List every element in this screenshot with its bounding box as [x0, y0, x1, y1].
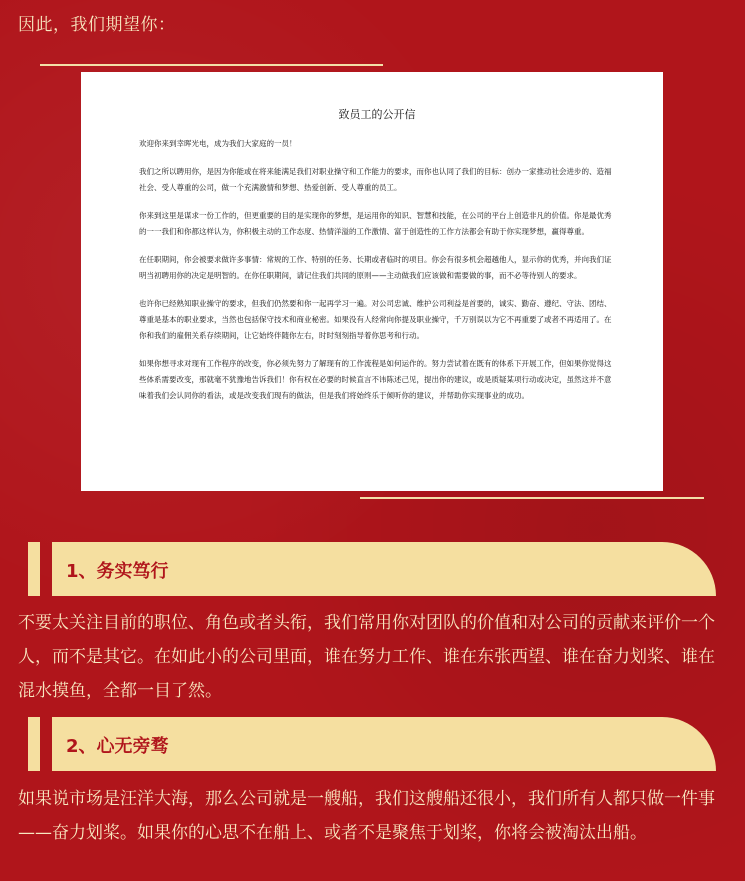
letter-paragraph: 你来到这里是谋求一份工作的，但更重要的目的是实现你的梦想，是运用你的知识、智慧和技能，在公司的平台上创造非凡的价值。你是最优秀的一一我们和你都这样认为，你积极主动的工作态度、热情洋溢的工作激情、富于创造性的工作方法都会有助于你实现梦想，赢得尊重。 [139, 211, 612, 236]
letter-paragraph: 也许你已经熟知职业操守的要求，但我们仍然要和你一起再学习一遍。对公司忠诚、维护公司利益是首要的，诚实、勤奋、遵纪、守法、团结、尊重是基本的职业要求，当然也包括保守技术和商业秘密。如果没有人经常向你提及职业操守，千万别误以为它不再重要了或者不再适用了。在你和我们的雇佣关系存续期间，让它始终伴随你左右，时时刻刻指导着你思考和行动。 [139, 299, 612, 340]
open-letter-image [81, 72, 663, 491]
letter-paragraph: 我们之所以聘用你，是因为你能或在将来能满足我们对职业操守和工作能力的要求，而你也认同了我们的目标：创办一家推动社会进步的、造福社会、受人尊重的公司，做一个充满激情和梦想、热爱创新、受人尊重的员工。 [139, 167, 612, 192]
heading-accent-bar [28, 717, 40, 771]
section-heading-2 [28, 717, 716, 771]
letter-title: 致员工的公开信 [338, 108, 416, 121]
section-heading-1 [28, 542, 716, 596]
letter-paragraph: 欢迎你来到幸晖光电，成为我们大家庭的一员！ [139, 139, 297, 148]
letter-paragraph: 如果你想寻求对现有工作程序的改变，你必须先努力了解现有的工作流程是如何运作的。努力尝试着在既有的体系下开展工作，但如果你觉得这些体系需要改变，那就毫不犹豫地告诉我们！你有权在必要的时候直言不讳陈述己见，提出你的建议，或是质疑某项行动或决定，虽然这并不意味着我们会认同你的看法，或是改变我们现有的做法，但是我们将始终乐于倾听你的建议，并帮助你实现事业的成功。 [139, 359, 612, 400]
section-text-1: 不要太关注目前的职位、角色或者头衔，我们常用你对团队的价值和对公司的贡献来评价一个人，而不是其它。在如此小的公司里面，谁在努力工作、谁在东张西望、谁在奋力划桨、谁在混水摸鱼，全都一目了然。 [18, 613, 715, 701]
section-text-2: 如果说市场是汪洋大海，那么公司就是一艘船，我们这艘船还很小，我们所有人都只做一件事——奋力划桨。如果你的心思不在船上、或者不是聚焦于划桨，你将会被淘汰出船。 [18, 789, 715, 843]
intro-text: 因此，我们期望你： [18, 15, 176, 35]
divider-bottom [360, 497, 704, 499]
heading-accent-bar [28, 542, 40, 596]
divider-top [40, 64, 383, 66]
section-title: 1、务实笃行 [66, 561, 169, 582]
letter-paragraph: 在任职期间，你会被要求做许多事情：常规的工作、特别的任务、长期或者临时的项目。你会有很多机会超越他人，显示你的优秀，并向我们证明当初聘用你的决定是明智的。在你任职期间，请记住我们共同的原则——主动做我们应该做和需要做的事，而不必等待别人的要求。 [139, 255, 612, 280]
section-title: 2、心无旁骛 [66, 736, 169, 757]
